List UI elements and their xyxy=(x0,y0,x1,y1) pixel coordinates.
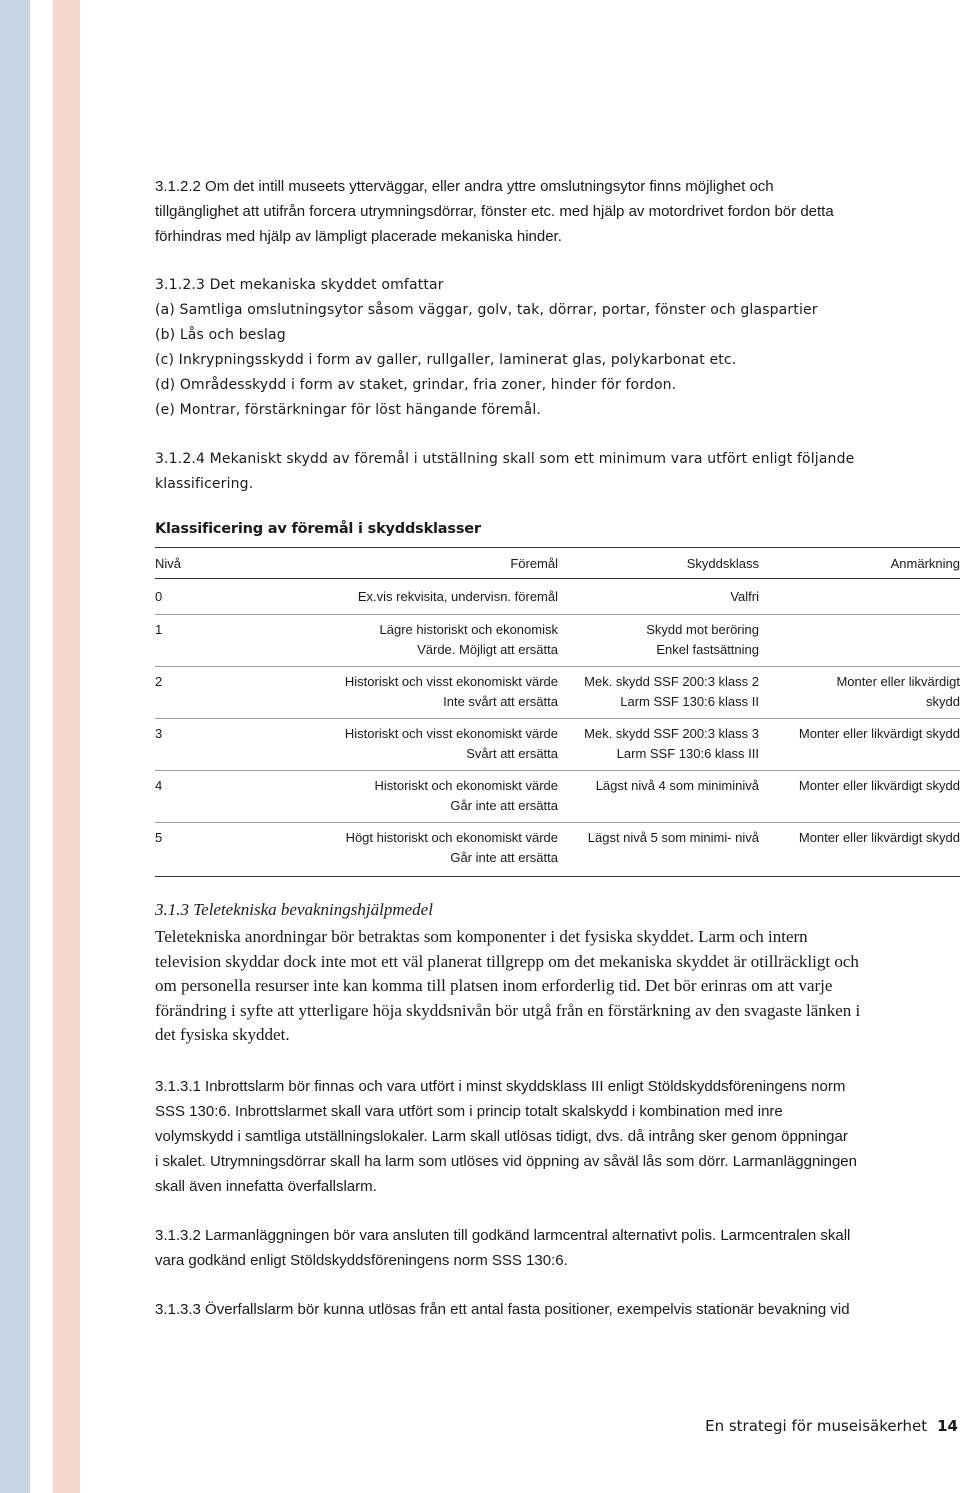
text-line: television skyddar dock inte mot ett väl planerat tillgrepp om det mekaniska skyddet är otillräckligt och xyxy=(155,951,859,971)
table-bottom-rule xyxy=(155,876,960,877)
table-row-anmarkning: Monter eller likvärdigt skydd xyxy=(798,778,960,793)
paragraph-3-1-3-1 xyxy=(155,1074,857,1199)
table-row-niva: 0 xyxy=(155,589,163,604)
table-row-anmarkning: Monter eller likvärdigt skydd xyxy=(798,726,960,741)
text-line: vara godkänd enligt Stöldskyddsföreningens norm SSS 130:6. xyxy=(155,1252,568,1269)
table-row-foremal: Historiskt och visst ekonomiskt värde Inte svårt att ersätta xyxy=(344,674,558,709)
list-item: (c) Inkrypningsskydd i form av galler, rullgaller, laminerat glas, polykarbonat etc. xyxy=(155,352,737,368)
text-line: 3.1.3.2 Larmanläggningen bör vara ansluten till godkänd larmcentral alternativt polis. Larmcentralen skall xyxy=(155,1227,851,1244)
text-line: förhindras med hjälp av lämpligt placerade mekaniska hinder. xyxy=(155,228,562,245)
text-line: 3.1.2.4 Mekaniskt skydd av föremål i utställning skall som ett minimum vara utfört enligt följande xyxy=(155,451,855,467)
table-top-rule xyxy=(155,547,960,548)
text-line: 3.1.2.2 Om det intill museets ytterväggar, eller andra yttre omslutningsytor finns möjlighet och xyxy=(155,178,774,195)
header-rule xyxy=(155,578,960,579)
page-footer xyxy=(705,1417,958,1435)
footer-title: En strategi för museisäkerhet xyxy=(705,1417,928,1435)
text-line: om personella resurser inte kan komma till platsen inom erforderlig tid. Det bör erinras om att varje xyxy=(155,976,833,995)
text-line: i skalet. Utrymningsdörrar skall ha larm som utlöses vid öppning av såväl lås som dörr. Larmanläggningen xyxy=(155,1153,857,1170)
table-row-niva: 5 xyxy=(155,830,163,845)
table-row-anmarkning: Monter eller likvärdigt skydd xyxy=(836,674,960,709)
text-line: 3.1.2.3 Det mekaniska skyddet omfattar xyxy=(155,277,444,293)
table-row-foremal: Ex.vis rekvisita, undervisn. föremål xyxy=(357,589,558,604)
paragraph-3-1-2-3 xyxy=(155,273,818,423)
row-rule xyxy=(155,614,960,615)
header-niva: Nivå xyxy=(155,556,182,571)
table-row-foremal: Historiskt och visst ekonomiskt värde Svårt att ersätta xyxy=(344,726,558,761)
table-row-anmarkning: Monter eller likvärdigt skydd xyxy=(798,830,960,845)
header-skyddsklass: Skyddsklass xyxy=(686,556,759,571)
page-number: 14 xyxy=(937,1417,958,1435)
text-line: 3.1.3.3 Överfallslarm bör kunna utlösas från ett antal fasta positioner, exempelvis stationär bevakning vid xyxy=(155,1301,850,1318)
paragraph-3-1-2-2 xyxy=(155,174,834,249)
paragraph-3-1-3-3 xyxy=(155,1297,850,1322)
table-row-foremal: Historiskt och ekonomiskt värde Går inte att ersätta xyxy=(374,778,558,813)
text-line: SSS 130:6. Inbrottslarmet skall vara utfört som i princip totalt skalskydd i kombination med inre xyxy=(155,1103,783,1120)
text-line: Teletekniska anordningar bör betraktas som komponenter i det fysiska skyddet. Larm och intern xyxy=(155,927,808,946)
table-row-skyddsklass: Valfri xyxy=(730,589,759,604)
list-item: (a) Samtliga omslutningsytor såsom väggar, golv, tak, dörrar, portar, fönster och glaspartier xyxy=(155,302,818,318)
list-item: (e) Montrar, förstärkningar för löst hängande föremål. xyxy=(155,402,541,418)
table-row-niva: 2 xyxy=(155,674,163,689)
list-item: (b) Lås och beslag xyxy=(155,327,286,343)
table-row-skyddsklass: Lägst nivå 4 som miniminivå xyxy=(595,778,759,793)
text-line: 3.1.3.1 Inbrottslarm bör finnas och vara utfört i minst skyddsklass III enligt Stöldskyddsföreningens norm xyxy=(155,1078,846,1095)
paragraph-3-1-3-2 xyxy=(155,1223,850,1273)
text-line: volymskydd i samtliga utställningslokaler. Larm skall utlösas tidigt, dvs. då intrång sker genom öppningar xyxy=(155,1128,848,1145)
table-row-skyddsklass: Mek. skydd SSF 200:3 klass 3 Larm SSF 130:6 klass III xyxy=(584,726,759,761)
table-row-niva: 3 xyxy=(155,726,163,741)
list-item: (d) Områdesskydd i form av staket, grindar, fria zoner, hinder för fordon. xyxy=(155,377,677,393)
text-line: det fysiska skyddet. xyxy=(155,1025,290,1044)
row-rule xyxy=(155,822,960,823)
text-line: skall även innefatta överfallslarm. xyxy=(155,1178,377,1195)
text-line: tillgänglighet att utifrån forcera utrymningsdörrar, fönster etc. med hjälp av motordrivet fordon bör detta xyxy=(155,203,834,220)
table-row-skyddsklass: Mek. skydd SSF 200:3 klass 2 Larm SSF 130:6 klass II xyxy=(584,674,759,709)
section-heading-3-1-3: 3.1.3 Teletekniska bevakningshjälpmedel xyxy=(155,900,433,919)
table-title: Klassificering av föremål i skyddsklasser xyxy=(155,521,481,537)
table-row-niva: 4 xyxy=(155,778,163,793)
row-rule xyxy=(155,718,960,719)
header-foremal: Föremål xyxy=(510,556,558,571)
decorative-stripe-peach xyxy=(53,0,80,1493)
table-row-skyddsklass: Skydd mot beröring Enkel fastsättning xyxy=(646,622,759,657)
paragraph-3-1-3 xyxy=(155,925,860,1048)
row-rule xyxy=(155,770,960,771)
row-rule xyxy=(155,666,960,667)
table-row-foremal: Högt historiskt och ekonomiskt värde Går inte att ersätta xyxy=(345,830,558,865)
table-row-skyddsklass: Lägst nivå 5 som minimi- nivå xyxy=(587,830,759,845)
text-line: förändring i syfte att ytterligare höja skyddsnivån bör utgå från en förstärkning av den svagaste länken i xyxy=(155,1000,861,1020)
table-row-niva: 1 xyxy=(155,622,163,637)
text-line: klassificering. xyxy=(155,476,254,492)
decorative-stripe-blue xyxy=(0,0,30,1493)
header-anmarkning: Anmärkning xyxy=(890,556,960,571)
table-row-foremal: Lägre historiskt och ekonomisk Värde. Möjligt att ersätta xyxy=(379,622,558,657)
paragraph-3-1-2-4 xyxy=(155,447,854,497)
